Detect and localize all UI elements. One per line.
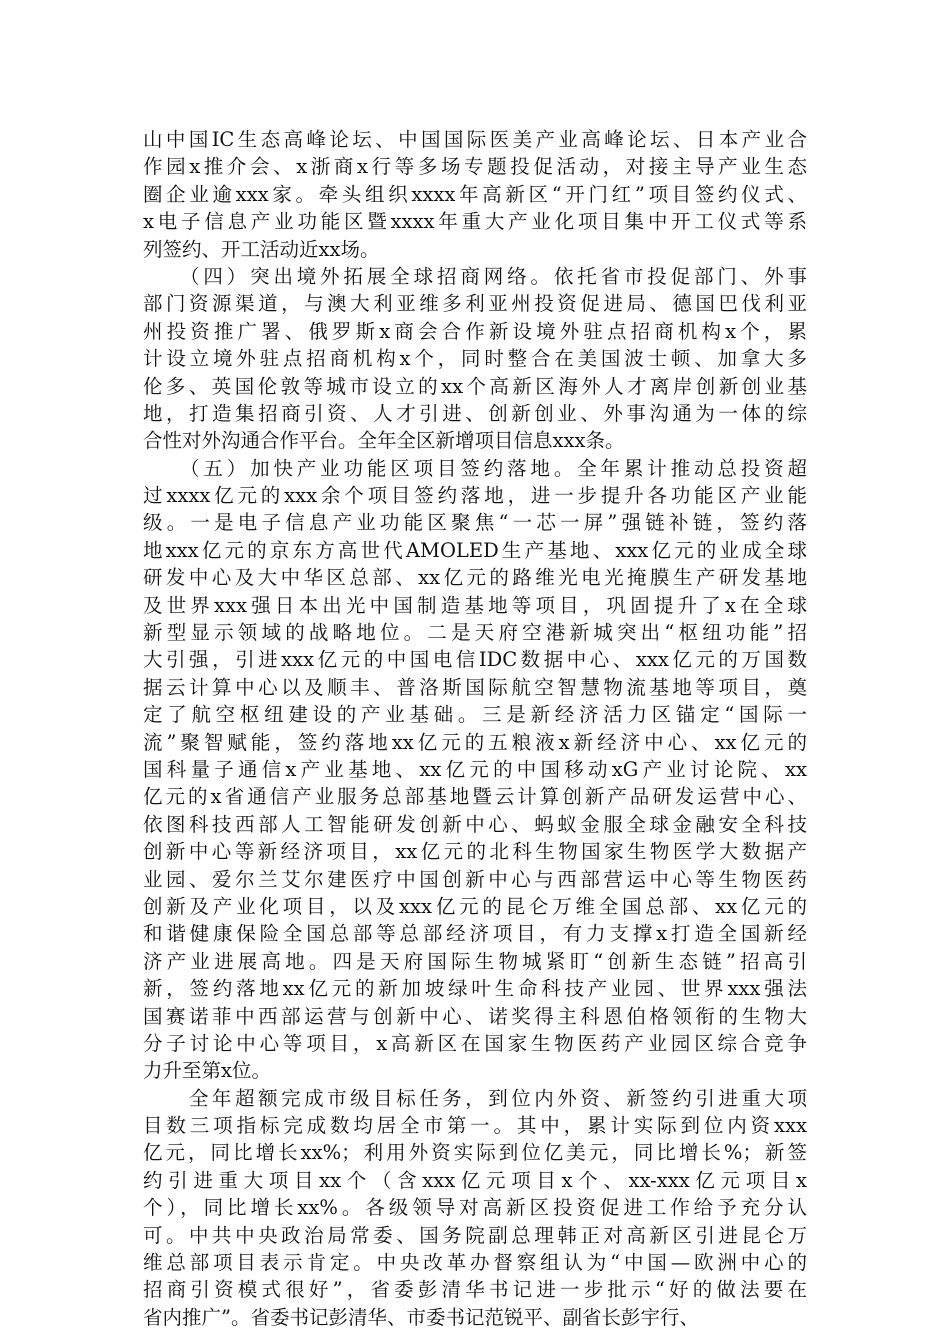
text-line: 目数三项指标完成数均居全市第一。其中，累计实际到位内资xxx [143,1114,807,1138]
text-line: 伦多、英国伦敦等城市设立的xx个高新区海外人才离岸创新创业基 [143,374,807,398]
text-line: 据云计算中心以及顺丰、普洛斯国际航空智慧物流基地等项目，奠 [143,675,807,699]
text-line: 维总部项目表示肯定。中央改革办督察组认为“中国—欧洲中心的 [143,1251,807,1275]
text-line: 研发中心及大中华区总部、xx亿元的路维光电光掩膜生产研发基地 [143,566,807,590]
text-line: 部门资源渠道，与澳大利亚维多利亚州投资促进局、德国巴伐利亚 [143,292,807,316]
text-line: 力升至第x位。 [143,1059,271,1083]
text-line: 依图科技西部人工智能研发创新中心、蚂蚁金服全球金融安全科技 [143,812,807,836]
text-line: 和谐健康保险全国总部等总部经济项目，有力支撑x打造全国新经 [143,922,807,946]
text-line: 亿元，同比增长xx%；利用外资实际到位亿美元，同比增长%；新签 [143,1141,807,1165]
text-line: 国科量子通信x产业基地、xx亿元的中国移动xG产业讨论院、xx [143,757,807,781]
document-body [143,126,807,1331]
text-line: 地xxx亿元的京东方高世代AMOLED生产基地、xxx亿元的业成全球 [143,538,807,562]
text-line: 作园x推介会、x浙商x行等多场专题投促活动，对接主导产业生态 [143,155,807,179]
text-line: 地，打造集招商引资、人才引进、创新创业、外事沟通为一体的综 [143,401,807,425]
text-line: 济产业进展高地。四是天府国际生物城紧盯“创新生态链”招高引 [143,949,807,973]
text-line: 新型显示领域的战略地位。二是天府空港新城突出“枢纽功能”招 [143,621,807,645]
text-line: 州投资推广署、俄罗斯x商会合作新设境外驻点招商机构x个，累 [143,319,807,343]
text-line: 国赛诺菲中西部运营与创新中心、诺奖得主科恩伯格领衔的生物大 [143,1004,807,1028]
text-line: 级。一是电子信息产业功能区聚焦“一芯一屏”强链补链，签约落 [143,511,807,535]
text-line: （五）加快产业功能区项目签约落地。全年累计推动总投资超 [143,456,807,480]
text-line: 全年超额完成市级目标任务，到位内外资、新签约引进重大项 [143,1086,807,1110]
text-line: 大引强，引进xxx亿元的中国电信IDC数据中心、xxx亿元的万国数 [143,648,807,672]
text-line: 省内推广”。省委书记彭清华、市委书记范锐平、副省长彭宇行、 [143,1305,699,1329]
text-line: 流”聚智赋能，签约落地xx亿元的五粮液x新经济中心、xx亿元的 [143,730,807,754]
text-line: 计设立境外驻点招商机构x个，同时整合在美国波士顿、加拿大多 [143,347,807,371]
text-line: 创新中心等新经济项目，xx亿元的北科生物国家生物医学大数据产 [143,840,807,864]
text-line: 列签约、开工活动近xx场。 [143,237,380,261]
text-line: 山中国IC生态高峰论坛、中国国际医美产业高峰论坛、日本产业合 [143,128,807,151]
text-line: x电子信息产业功能区暨xxxx年重大产业化项目集中开工仪式等系 [143,210,807,234]
text-line: 招商引资模式很好”，省委彭清华书记进一步批示“好的做法要在 [143,1278,807,1302]
text-line: 业园、爱尔兰艾尔建医疗中国创新中心与西部营运中心等生物医药 [143,867,807,891]
text-line: 约引进重大项目xx个（含xxx亿元项目x个、xx-xxx亿元项目x [143,1168,807,1192]
text-line: 合性对外沟通合作平台。全年全区新增项目信息xxx条。 [143,429,625,453]
text-line: 定了航空枢纽建设的产业基础。三是新经济活力区锚定“国际一 [143,703,807,727]
text-line: 新，签约落地xx亿元的新加坡绿叶生命科技产业园、世界xxx强法 [143,977,807,1001]
text-line: 及世界xxx强日本出光中国制造基地等项目，巩固提升了x在全球 [143,593,807,617]
text-line: 圈企业逾xxx家。牵头组织xxxx年高新区“开门红”项目签约仪式、 [143,182,807,206]
text-line: 过xxxx亿元的xxx余个项目签约落地，进一步提升各功能区产业能 [143,484,807,508]
text-line: （四）突出境外拓展全球招商网络。依托省市投促部门、外事 [143,264,807,288]
text-line: 可。中共中央政治局常委、国务院副总理韩正对高新区引进昆仑万 [143,1223,807,1247]
text-line: 分子讨论中心等项目，x高新区在国家生物医药产业园区综合竞争 [143,1031,807,1055]
text-line: 个），同比增长xx%。各级领导对高新区投资促进工作给予充分认 [143,1196,807,1220]
text-line: 创新及产业化项目，以及xxx亿元的昆仑万维全国总部、xx亿元的 [143,894,807,918]
text-line: 亿元的x省通信产业服务总部基地暨云计算创新产品研发运营中心、 [143,785,807,809]
